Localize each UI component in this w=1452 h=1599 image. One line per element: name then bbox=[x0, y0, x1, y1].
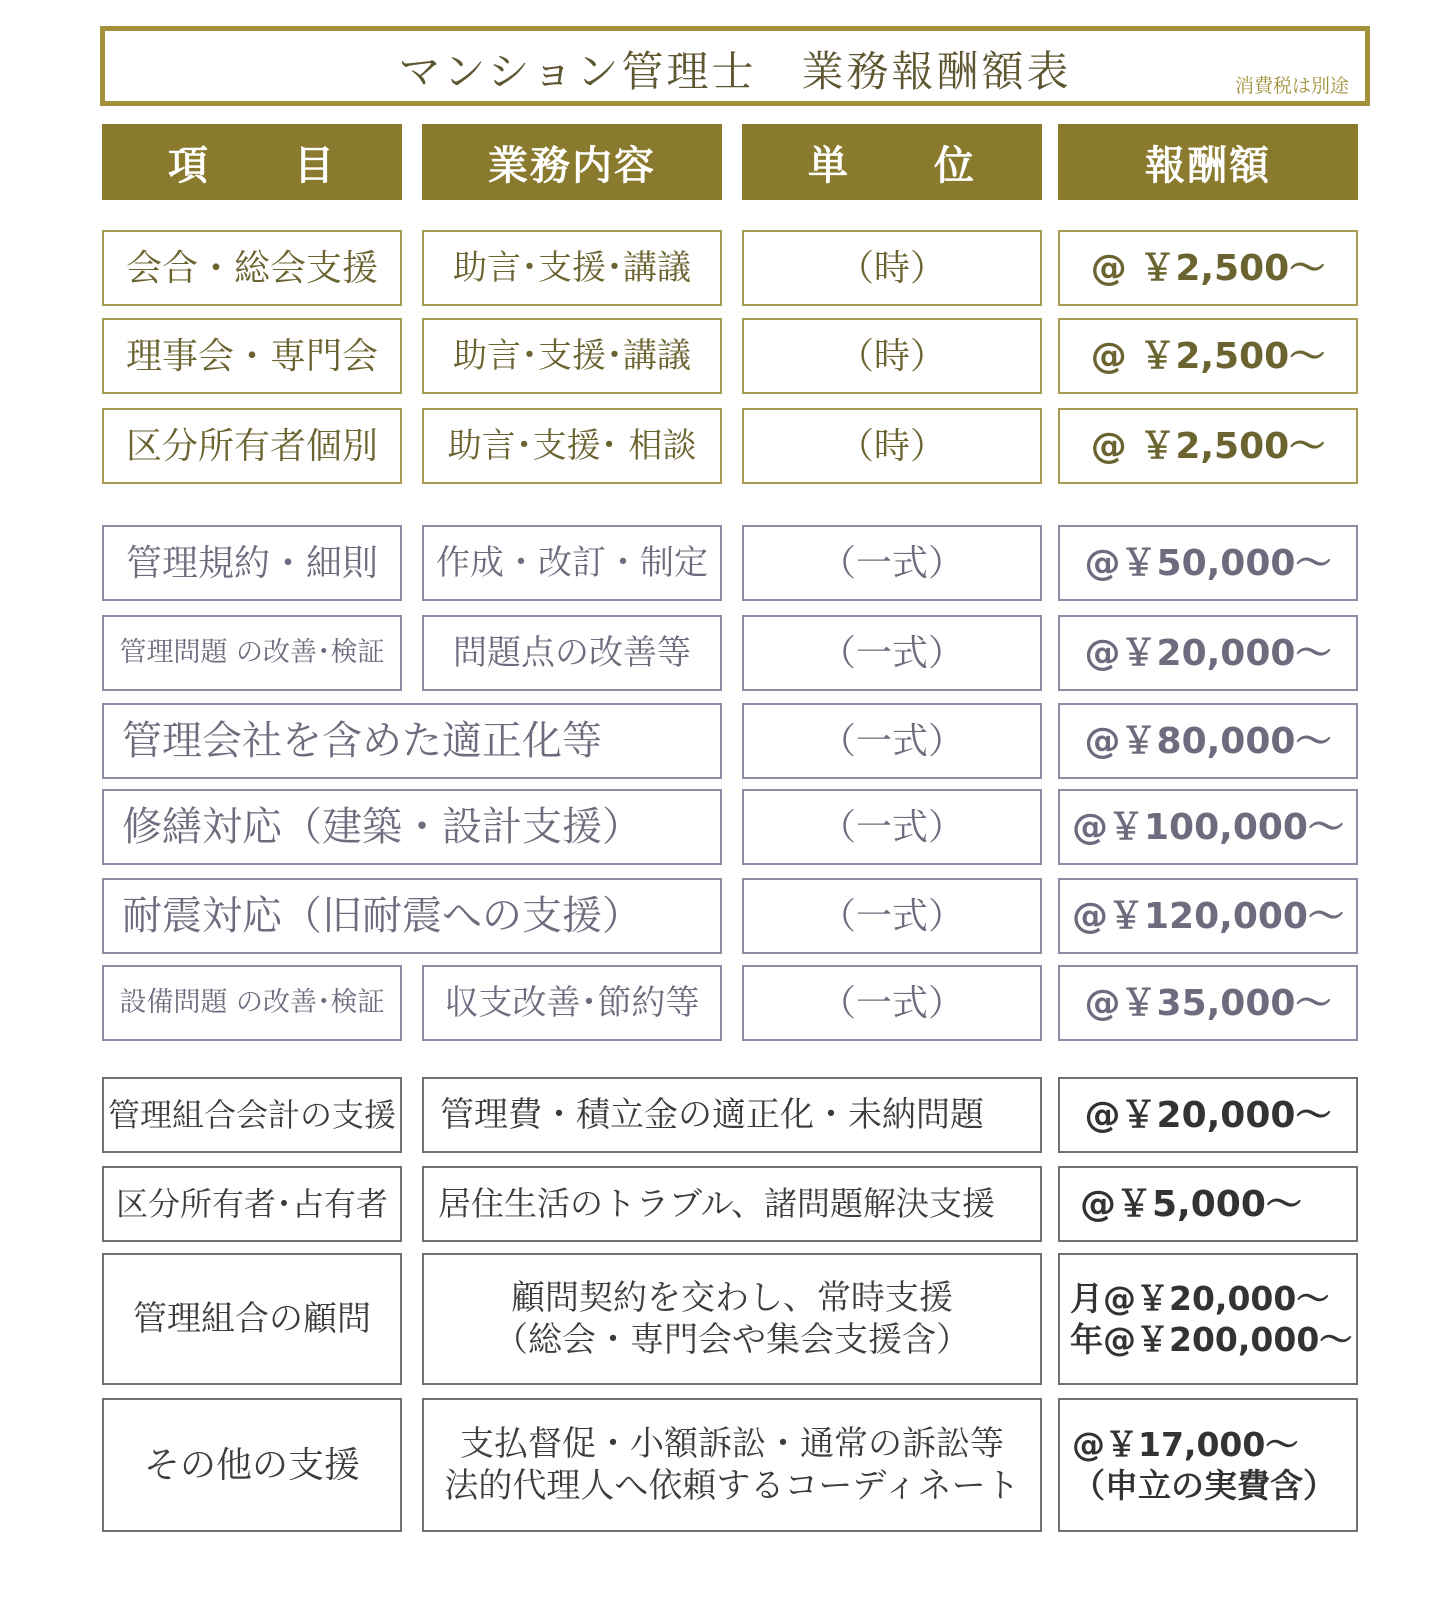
row-5-content: 問題点の改善等 bbox=[422, 615, 722, 691]
row-5-unit: （一式） bbox=[742, 615, 1042, 691]
row-4-fee: @￥50,000～ bbox=[1058, 525, 1358, 601]
row-2-item: 理事会・専門会 bbox=[102, 318, 402, 394]
row-7-fee: @￥100,000～ bbox=[1058, 789, 1358, 865]
row-11-item: 区分所有者･占有者 bbox=[102, 1166, 402, 1242]
row-13-item: その他の支援 bbox=[102, 1398, 402, 1532]
row-6-item: 管理会社を含めた適正化等 bbox=[102, 703, 722, 779]
row-12-fee: 月@￥20,000～ 年@￥200,000～ bbox=[1058, 1253, 1358, 1385]
row-9-content: 収支改善･節約等 bbox=[422, 965, 722, 1041]
row-10-content: 管理費・積立金の適正化・未納問題 bbox=[422, 1077, 1042, 1153]
row-13-fee: @￥17,000～ （申立の実費含） bbox=[1058, 1398, 1358, 1532]
row-1-content: 助言･支援･講議 bbox=[422, 230, 722, 306]
row-2-content: 助言･支援･講議 bbox=[422, 318, 722, 394]
row-1-fee: @ ￥2,500～ bbox=[1058, 230, 1358, 306]
header-fee: 報酬額 bbox=[1058, 124, 1358, 200]
row-4-content: 作成・改訂・制定 bbox=[422, 525, 722, 601]
row-6-unit: （一式） bbox=[742, 703, 1042, 779]
row-4-unit: （一式） bbox=[742, 525, 1042, 601]
row-1-item: 会合・総会支援 bbox=[102, 230, 402, 306]
row-7-unit: （一式） bbox=[742, 789, 1042, 865]
row-11-content: 居住生活のトラブル、諸問題解決支援 bbox=[422, 1166, 1042, 1242]
row-7-item: 修繕対応（建築・設計支援） bbox=[102, 789, 722, 865]
row-3-fee: @ ￥2,500～ bbox=[1058, 408, 1358, 484]
row-3-item: 区分所有者個別 bbox=[102, 408, 402, 484]
header-content: 業務内容 bbox=[422, 124, 722, 200]
row-5-item: 管理問題 の改善･検証 bbox=[102, 615, 402, 691]
row-10-fee: @￥20,000～ bbox=[1058, 1077, 1358, 1153]
row-12-item: 管理組合の顧問 bbox=[102, 1253, 402, 1385]
row-6-fee: @￥80,000～ bbox=[1058, 703, 1358, 779]
row-8-unit: （一式） bbox=[742, 878, 1042, 954]
row-4-item: 管理規約・細則 bbox=[102, 525, 402, 601]
header-item: 項 目 bbox=[102, 124, 402, 200]
row-9-unit: （一式） bbox=[742, 965, 1042, 1041]
row-9-item: 設備問題 の改善･検証 bbox=[102, 965, 402, 1041]
row-2-unit: （時） bbox=[742, 318, 1042, 394]
row-8-item: 耐震対応（旧耐震への支援） bbox=[102, 878, 722, 954]
row-5-fee: @￥20,000～ bbox=[1058, 615, 1358, 691]
row-8-fee: @￥120,000～ bbox=[1058, 878, 1358, 954]
row-3-unit: （時） bbox=[742, 408, 1042, 484]
row-9-fee: @￥35,000～ bbox=[1058, 965, 1358, 1041]
header-unit: 単 位 bbox=[742, 124, 1042, 200]
row-1-unit: （時） bbox=[742, 230, 1042, 306]
row-12-content: 顧問契約を交わし、常時支援 （総会・専門会や集会支援含） bbox=[422, 1253, 1042, 1385]
row-11-fee: @￥5,000～ bbox=[1058, 1166, 1358, 1242]
title-box bbox=[100, 26, 1370, 106]
tax-note: 消費税は別途 bbox=[1234, 75, 1349, 97]
row-2-fee: @ ￥2,500～ bbox=[1058, 318, 1358, 394]
row-13-content: 支払督促・小額訴訟・通常の訴訟等 法的代理人へ依頼するコーディネート bbox=[422, 1398, 1042, 1532]
page-title: マンション管理士 業務報酬額表 bbox=[398, 47, 1072, 96]
row-3-content: 助言･支援･ 相談 bbox=[422, 408, 722, 484]
row-10-item: 管理組合会計の支援 bbox=[102, 1077, 402, 1153]
